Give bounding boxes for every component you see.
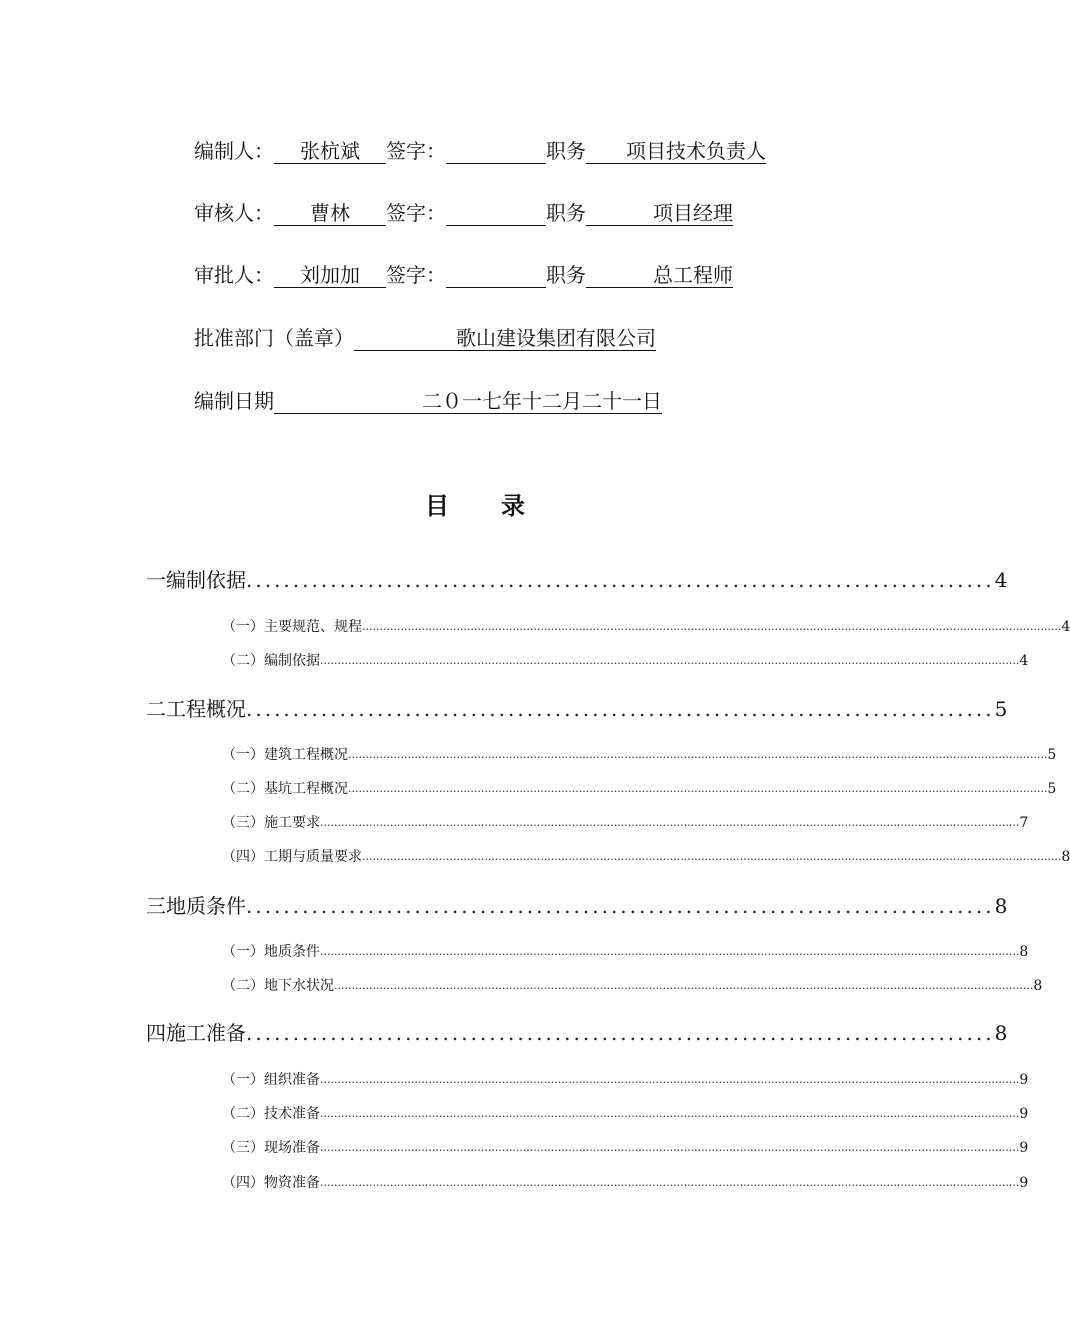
role-label: 审批人：	[194, 263, 274, 287]
leader-dots: ........................................................................................................................................................................................................	[320, 1073, 1020, 1086]
section-number: 二	[146, 697, 166, 721]
item-title: 地下水状况	[264, 978, 334, 994]
toc-item[interactable]	[222, 745, 1057, 765]
leader-dots: ................................................................................	[246, 1021, 995, 1045]
title-label: 职务	[546, 201, 586, 225]
leader-dots: ................................................................................	[246, 894, 995, 918]
date-value: 二０一七年十二月二十一日	[274, 389, 662, 414]
item-number: （一）	[222, 1072, 264, 1088]
toc-title	[0, 486, 950, 521]
signature-blank	[446, 263, 546, 288]
role-label: 编制人：	[194, 139, 274, 163]
item-number: （三）	[222, 815, 264, 831]
item-number: （二）	[222, 978, 264, 994]
item-title: 组织准备	[264, 1072, 320, 1088]
section-number: 一	[146, 568, 166, 592]
page-number: 5	[1047, 781, 1057, 797]
page-number: 7	[1019, 815, 1029, 831]
item-title: 现场准备	[264, 1140, 320, 1156]
signature-row-approver	[194, 261, 733, 289]
page-number: 8	[994, 1021, 1008, 1045]
approval-department-row	[194, 324, 656, 352]
page-number: 8	[1061, 849, 1070, 865]
toc-item[interactable]	[222, 651, 1029, 671]
person-name: 刘加加	[274, 263, 386, 288]
page-number: 9	[1019, 1106, 1029, 1122]
department-label: 批准部门（盖章）	[194, 326, 354, 350]
leader-dots: ........................................................................................................................................................................................................	[362, 620, 1062, 633]
signature-row-compiler	[194, 137, 766, 165]
title-label: 职务	[546, 139, 586, 163]
toc-item[interactable]	[222, 1138, 1029, 1158]
signature-blank	[446, 139, 546, 164]
item-number: （一）	[222, 619, 264, 635]
item-title: 基坑工程概况	[264, 781, 348, 797]
toc-section-1[interactable]	[146, 565, 1008, 595]
title-label: 职务	[546, 263, 586, 287]
page-number: 8	[994, 894, 1008, 918]
section-title: 编制依据	[166, 568, 246, 592]
page-number: 9	[1019, 1140, 1029, 1156]
item-number: （四）	[222, 1175, 264, 1191]
toc-item[interactable]	[222, 779, 1057, 799]
sign-label: 签字：	[386, 139, 446, 163]
item-title: 建筑工程概况	[264, 747, 348, 763]
item-title: 主要规范、规程	[264, 619, 362, 635]
role-label: 审核人：	[194, 201, 274, 225]
section-number: 四	[146, 1021, 166, 1045]
section-title: 工程概况	[166, 697, 246, 721]
toc-item[interactable]	[222, 1104, 1029, 1124]
item-number: （一）	[222, 944, 264, 960]
item-title: 工期与质量要求	[264, 849, 362, 865]
person-name: 曹林	[274, 201, 386, 226]
item-title: 技术准备	[264, 1106, 320, 1122]
toc-section-4[interactable]	[146, 1018, 1008, 1048]
item-number: （二）	[222, 1106, 264, 1122]
date-label: 编制日期	[194, 389, 274, 413]
toc-item[interactable]	[222, 813, 1029, 833]
leader-dots: ........................................................................................................................................................................................................	[320, 1107, 1020, 1120]
leader-dots: ........................................................................................................................................................................................................	[320, 945, 1020, 958]
page-number: 4	[1019, 653, 1029, 669]
leader-dots: ........................................................................................................................................................................................................	[320, 1176, 1020, 1189]
job-title: 项目经理	[586, 201, 733, 226]
toc-title-char: 目	[425, 492, 449, 520]
section-title: 施工准备	[166, 1021, 246, 1045]
signature-row-reviewer	[194, 199, 733, 227]
page-number: 8	[1019, 944, 1029, 960]
job-title: 项目技术负责人	[586, 139, 766, 164]
person-name: 张杭斌	[274, 139, 386, 164]
compile-date-row	[194, 387, 662, 415]
toc-item[interactable]	[222, 1070, 1029, 1090]
leader-dots: ........................................................................................................................................................................................................	[362, 850, 1062, 863]
toc-item[interactable]	[222, 976, 1043, 996]
signature-blank	[446, 201, 546, 226]
leader-dots: ........................................................................................................................................................................................................	[320, 816, 1020, 829]
page-number: 5	[994, 697, 1008, 721]
item-title: 地质条件	[264, 944, 320, 960]
page-number: 9	[1019, 1175, 1029, 1191]
page-number: 5	[1047, 747, 1057, 763]
item-title: 编制依据	[264, 653, 320, 669]
leader-dots: ........................................................................................................................................................................................................	[320, 1141, 1020, 1154]
leader-dots: ........................................................................................................................................................................................................	[348, 748, 1048, 761]
item-number: （一）	[222, 747, 264, 763]
item-number: （二）	[222, 653, 264, 669]
toc-item[interactable]	[222, 847, 1070, 867]
page-number: 4	[994, 568, 1008, 592]
section-number: 三	[146, 894, 166, 918]
page-number: 4	[1061, 619, 1070, 635]
department-value: 歌山建设集团有限公司	[354, 326, 656, 351]
sign-label: 签字：	[386, 263, 446, 287]
job-title: 总工程师	[586, 263, 733, 288]
sign-label: 签字：	[386, 201, 446, 225]
leader-dots: ........................................................................................................................................................................................................	[320, 654, 1020, 667]
item-number: （三）	[222, 1140, 264, 1156]
toc-title-char: 录	[501, 492, 525, 520]
toc-item[interactable]	[222, 617, 1070, 637]
section-title: 地质条件	[166, 894, 246, 918]
toc-section-2[interactable]	[146, 694, 1008, 724]
toc-item[interactable]	[222, 942, 1029, 962]
page-number: 9	[1019, 1072, 1029, 1088]
item-number: （二）	[222, 781, 264, 797]
page-number: 8	[1033, 978, 1043, 994]
toc-section-3[interactable]	[146, 891, 1008, 921]
item-title: 施工要求	[264, 815, 320, 831]
item-number: （四）	[222, 849, 264, 865]
leader-dots: ................................................................................	[246, 697, 995, 721]
leader-dots: ........................................................................................................................................................................................................	[348, 782, 1048, 795]
leader-dots: ................................................................................	[246, 568, 995, 592]
toc-item[interactable]	[222, 1173, 1029, 1193]
item-title: 物资准备	[264, 1175, 320, 1191]
leader-dots: ........................................................................................................................................................................................................	[334, 979, 1034, 992]
